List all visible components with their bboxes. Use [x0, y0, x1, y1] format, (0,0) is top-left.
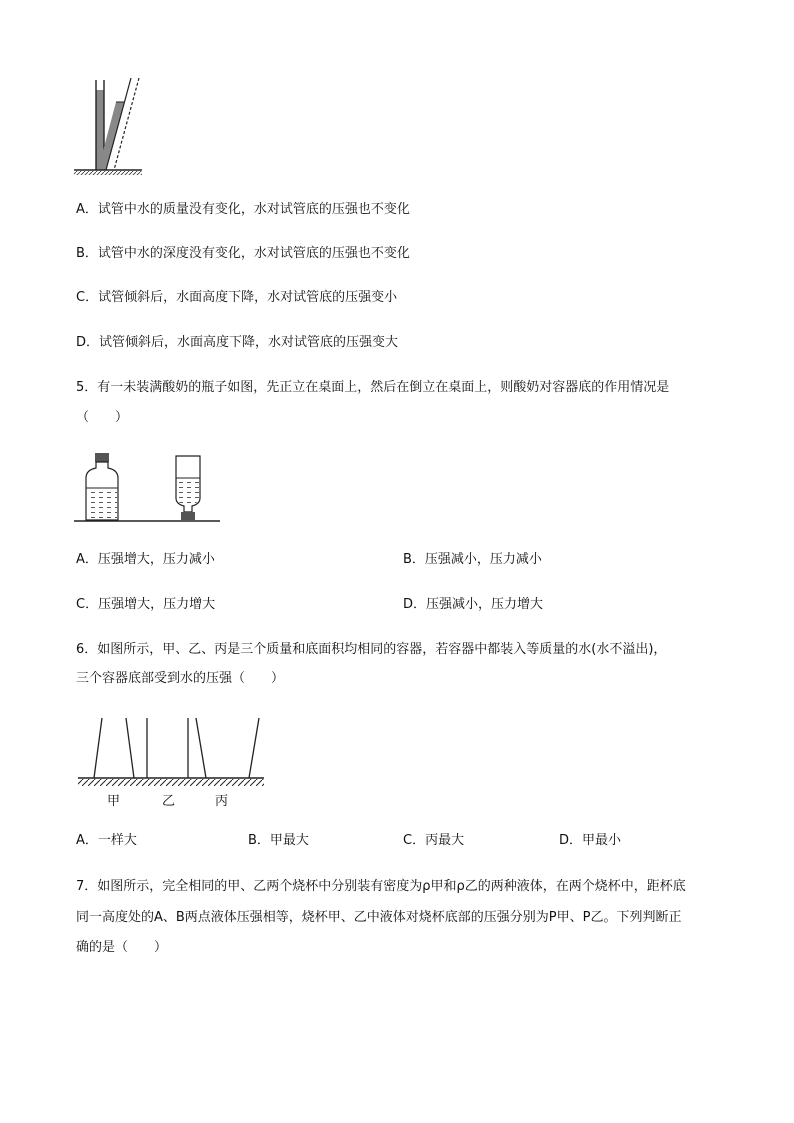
- q4-option-b: B．试管中水的深度没有变化，水对试管底的压强也不变化: [76, 246, 410, 261]
- container-label-jia: 甲: [107, 794, 121, 809]
- q4-option-a: A．试管中水的质量没有变化，水对试管底的压强也不变化: [76, 202, 410, 217]
- q5-option-b: B．压强减小，压力减小: [403, 552, 542, 567]
- q6-option-d: D．甲最小: [559, 833, 622, 848]
- q6-option-a: A．一样大: [76, 833, 137, 848]
- q5-stem-line1: 5．有一未装满酸奶的瓶子如图，先正立在桌面上，然后在倒立在桌面上，则酸奶对容器底的作用情况是: [76, 380, 670, 395]
- q5-stem-line2: （ ）: [76, 410, 129, 425]
- q4-option-d: D．试管倾斜后，水面高度下降，水对试管底的压强变大: [76, 335, 399, 350]
- q7-stem-line1: 7．如图所示，完全相同的甲、乙两个烧杯中分别装有密度为ρ甲和ρ乙的两种液体，在两个烧杯中，距杯底: [76, 879, 686, 894]
- container-label-yi: 乙: [162, 794, 176, 809]
- containers-figure: [76, 714, 266, 810]
- q7-stem-line2: 同一高度处的A、B两点液体压强相等，烧杯甲、乙中液体对烧杯底部的压强分别为P甲、P乙。下列判断正: [76, 910, 682, 925]
- q5-option-d: D．压强减小，压力增大: [403, 597, 544, 612]
- q5-option-c: C．压强增大，压力增大: [76, 597, 216, 612]
- q6-stem-line2: 三个容器底部受到水的压强（ ）: [76, 671, 285, 686]
- q5-option-a: A．压强增大，压力减小: [76, 552, 215, 567]
- q4-option-c: C．试管倾斜后，水面高度下降，水对试管底的压强变小: [76, 290, 398, 305]
- q6-stem-line1: 6．如图所示，甲、乙、丙是三个质量和底面积均相同的容器，若容器中都装入等质量的水(水不溢出)，: [76, 642, 667, 657]
- container-label-bing: 丙: [215, 794, 229, 809]
- q6-option-c: C．丙最大: [403, 833, 465, 848]
- yogurt-bottle-figure: [74, 450, 222, 526]
- q6-option-b: B．甲最大: [248, 833, 309, 848]
- test-tube-figure: [72, 76, 144, 176]
- q7-stem-line3: 确的是（ ）: [76, 940, 168, 955]
